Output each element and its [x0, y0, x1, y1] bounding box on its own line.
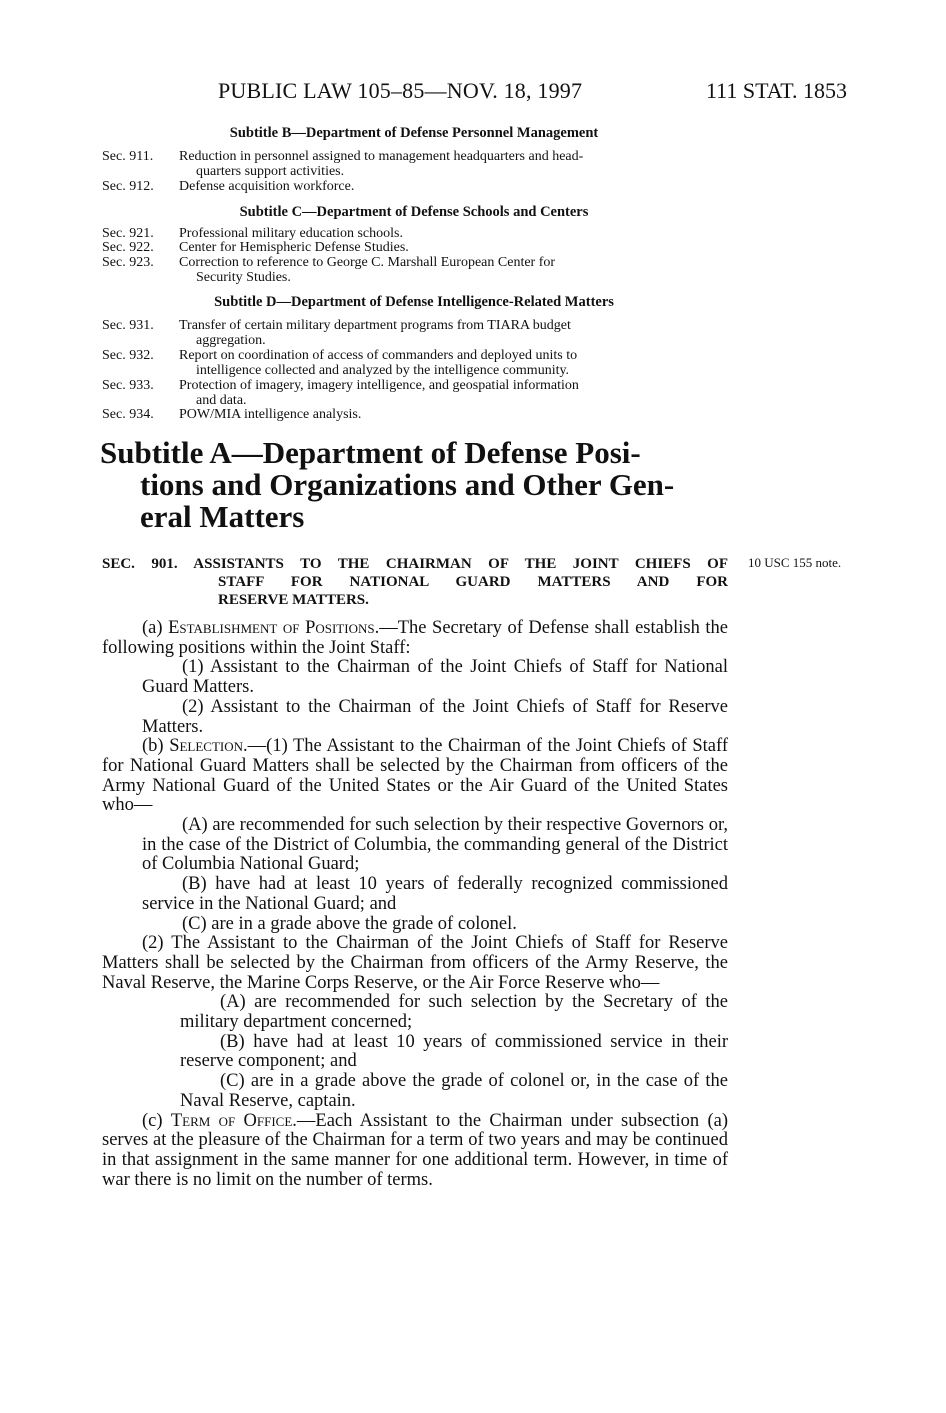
- toc-item-number: Sec. 911.: [102, 149, 154, 164]
- subsection-c-text: .—Each Assistant to the Chairman under subsection (a) serves at the pleasure of the Chairman for a term of two years and may be continued in that assignment in the same manner for one additional term. However, in time of war there is no limit on the number of terms.: [102, 1110, 728, 1190]
- subsection-a-text: .—The Secretary of Defense shall establish the following positions within the Joint Staff:: [102, 618, 728, 658]
- subsection-b-heading: Selection: [169, 736, 244, 757]
- toc-item-text: Professional military education schools.: [179, 226, 403, 241]
- toc-item-text: Center for Hemispheric Defense Studies.: [179, 240, 409, 255]
- subparagraph-b1-a: (A) are recommended for such selection by their respective Governors or, in the case of the District of Columbia, the commanding general of the District of Columbia National Guard;: [142, 815, 728, 875]
- toc-item-continuation: intelligence collected and analyzed by the intelligence community.: [196, 363, 570, 378]
- toc-item-text: Correction to reference to George C. Marshall European Center for: [179, 255, 556, 270]
- section-901-heading: [102, 555, 728, 609]
- toc-item-text: Report on coordination of access of commanders and deployed units to: [179, 348, 578, 363]
- subsection-c-label: (c): [142, 1110, 171, 1131]
- margin-note-usc: 10 USC 155 note.: [748, 555, 842, 570]
- toc-subtitle-c-heading: Subtitle C—Department of Defense Schools and Centers: [239, 204, 589, 220]
- subparagraph-b2-c: (C) are in a grade above the grade of colonel or, in the case of the Naval Reserve, captain.: [180, 1071, 728, 1111]
- subtitle-a-heading-line-1: Subtitle A—Department of Defense Posi-: [100, 435, 641, 470]
- toc-item-number: Sec. 923.: [102, 255, 154, 270]
- paragraph-a2: (2) Assistant to the Chairman of the Joint Chiefs of Staff for Reserve Matters.: [142, 696, 728, 737]
- subparagraph-b1-c: (C) are in a grade above the grade of colonel.: [182, 913, 517, 934]
- section-901-body: [102, 619, 728, 1190]
- subparagraph-b1-b: (B) have had at least 10 years of federally recognized commissioned service in the National Guard; and: [142, 874, 728, 914]
- toc-item-continuation: Security Studies.: [196, 270, 291, 285]
- section-heading-line-3: RESERVE MATTERS.: [218, 592, 369, 608]
- toc-item-number: Sec. 933.: [102, 378, 154, 393]
- subparagraph-b2-a: (A) are recommended for such selection by the Secretary of the military department concerned;: [180, 992, 728, 1033]
- subsection-a-heading: Establishment of Positions: [168, 618, 375, 638]
- subparagraph-b2-b: (B) have had at least 10 years of commissioned service in their reserve component; and: [180, 1031, 728, 1072]
- paragraph-a1: (1) Assistant to the Chairman of the Joint Chiefs of Staff for National Guard Matters.: [142, 657, 728, 698]
- section-heading-line-2: STAFF FOR NATIONAL GUARD MATTERS AND FOR: [218, 574, 728, 590]
- subsection-a: [102, 619, 728, 658]
- toc-item-text: POW/MIA intelligence analysis.: [179, 407, 362, 422]
- toc-subtitle-b-heading: Subtitle B—Department of Defense Personnel Management: [229, 125, 599, 141]
- subsection-c: [102, 1112, 728, 1191]
- subsection-a-label: (a): [142, 618, 169, 638]
- toc-item-number: Sec. 931.: [102, 318, 154, 333]
- subtitle-a-heading: [100, 437, 728, 533]
- subsection-b-text: .—(1) The Assistant to the Chairman of the Joint Chiefs of Staff for National Guard Matters shall be selected by the Chairman from officers of the Army National Guard of the United States or the Air Guard of the United States who—: [102, 736, 728, 816]
- subsection-b-label: (b): [142, 736, 170, 757]
- toc-item-text: Protection of imagery, imagery intelligence, and geospatial information: [179, 378, 579, 393]
- toc-item-number: Sec. 922.: [102, 240, 154, 255]
- toc-item-number: Sec. 921.: [102, 226, 154, 241]
- toc-item-number: Sec. 934.: [102, 407, 154, 422]
- paragraph-b2: (2) The Assistant to the Chairman of the Joint Chiefs of Staff for Reserve Matters shall be selected by the Chairman from officers of the Army Reserve, the Naval Reserve, the Marine Corps Reserve, or the Air Force Reserve who—: [102, 933, 728, 993]
- toc-item-number: Sec. 932.: [102, 348, 154, 363]
- subsection-c-heading: Term of Office: [170, 1110, 293, 1131]
- subtitle-a-heading-line-3: eral Matters: [140, 499, 305, 534]
- toc-item-number: Sec. 912.: [102, 179, 154, 194]
- toc-item-continuation: and data.: [196, 393, 247, 408]
- toc-item-text: Defense acquisition workforce.: [179, 179, 355, 194]
- section-heading-line-1: SEC. 901. ASSISTANTS TO THE CHAIRMAN OF THE JOINT CHIEFS OF: [102, 556, 728, 572]
- toc-item-continuation: quarters support activities.: [196, 164, 345, 179]
- toc-item-text: Transfer of certain military department programs from TIARA budget: [179, 318, 571, 333]
- toc-item-text: Reduction in personnel assigned to management headquarters and head-: [179, 149, 584, 164]
- page-citation: 111 STAT. 1853: [706, 78, 848, 103]
- subtitle-a-heading-line-2: tions and Organizations and Other Gen-: [140, 467, 675, 502]
- toc-subtitle-d-heading: Subtitle D—Department of Defense Intelligence-Related Matters: [214, 294, 614, 310]
- subsection-b: [102, 737, 728, 816]
- running-header-title: PUBLIC LAW 105–85—NOV. 18, 1997: [218, 78, 583, 103]
- toc-item-continuation: aggregation.: [196, 333, 266, 348]
